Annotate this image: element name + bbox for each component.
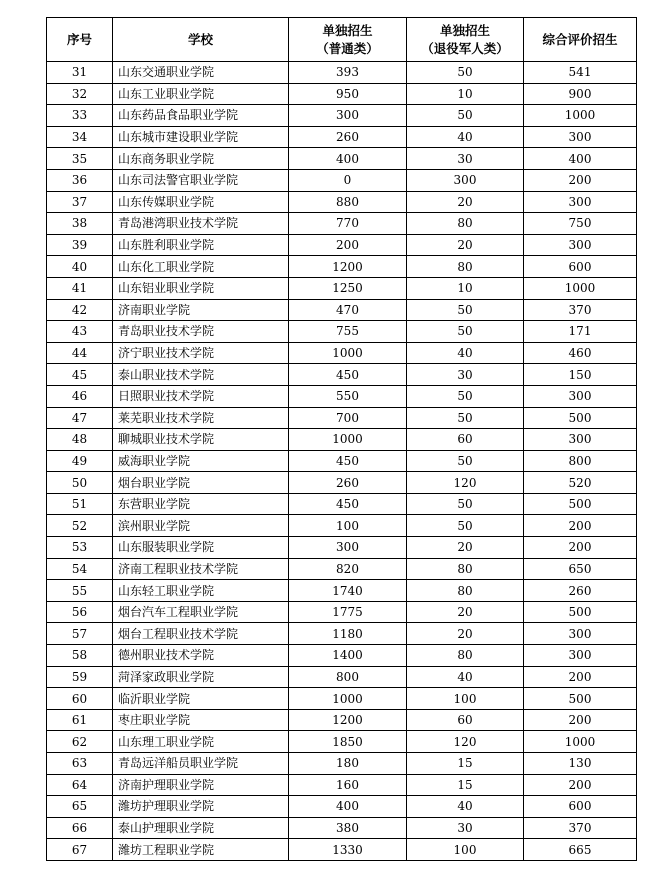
table-row [47,148,637,170]
cell-school: 山东工业职业学院 [113,83,289,105]
cell-comprehensive: 750 [524,213,637,235]
cell-general: 820 [289,558,407,580]
cell-veteran: 20 [407,234,524,256]
cell-school: 日照职业技术学院 [113,385,289,407]
cell-general: 550 [289,385,407,407]
cell-veteran: 10 [407,83,524,105]
cell-comprehensive: 200 [524,666,637,688]
cell-school: 山东化工职业学院 [113,256,289,278]
table-row [47,321,637,343]
table-row [47,753,637,775]
cell-comprehensive: 1000 [524,105,637,127]
cell-no: 54 [47,558,113,580]
cell-comprehensive: 300 [524,623,637,645]
cell-comprehensive: 600 [524,796,637,818]
cell-veteran: 80 [407,256,524,278]
cell-veteran: 50 [407,450,524,472]
cell-no: 56 [47,601,113,623]
cell-school: 聊城职业技术学院 [113,429,289,451]
header-veteran-line1: 单独招生 [439,22,490,38]
table-row [47,191,637,213]
cell-school: 枣庄职业学院 [113,709,289,731]
cell-veteran: 300 [407,169,524,191]
cell-veteran: 20 [407,601,524,623]
table-row [47,774,637,796]
cell-comprehensive: 541 [524,62,637,84]
cell-veteran: 15 [407,753,524,775]
cell-comprehensive: 260 [524,580,637,602]
cell-veteran: 50 [407,299,524,321]
cell-comprehensive: 460 [524,342,637,364]
header-school: 学校 [113,18,289,62]
cell-comprehensive: 800 [524,450,637,472]
cell-comprehensive: 370 [524,299,637,321]
cell-veteran: 40 [407,126,524,148]
cell-school: 青岛港湾职业技术学院 [113,213,289,235]
cell-general: 1000 [289,688,407,710]
cell-veteran: 30 [407,148,524,170]
cell-comprehensive: 300 [524,191,637,213]
header-veteran [407,18,524,62]
cell-no: 42 [47,299,113,321]
cell-comprehensive: 500 [524,688,637,710]
cell-school: 泰山职业技术学院 [113,364,289,386]
cell-veteran: 100 [407,688,524,710]
cell-veteran: 100 [407,839,524,861]
cell-school: 潍坊工程职业学院 [113,839,289,861]
cell-school: 山东交通职业学院 [113,62,289,84]
cell-no: 43 [47,321,113,343]
cell-general: 1180 [289,623,407,645]
cell-no: 33 [47,105,113,127]
cell-no: 39 [47,234,113,256]
cell-veteran: 50 [407,62,524,84]
cell-general: 755 [289,321,407,343]
cell-school: 泰山护理职业学院 [113,817,289,839]
cell-no: 57 [47,623,113,645]
cell-no: 41 [47,277,113,299]
cell-school: 山东商务职业学院 [113,148,289,170]
table-row [47,83,637,105]
cell-veteran: 40 [407,342,524,364]
cell-school: 菏泽家政职业学院 [113,666,289,688]
cell-no: 52 [47,515,113,537]
cell-veteran: 20 [407,537,524,559]
cell-school: 滨州职业学院 [113,515,289,537]
cell-general: 450 [289,450,407,472]
cell-comprehensive: 300 [524,385,637,407]
cell-veteran: 50 [407,385,524,407]
cell-comprehensive: 171 [524,321,637,343]
cell-school: 临沂职业学院 [113,688,289,710]
cell-comprehensive: 300 [524,234,637,256]
cell-comprehensive: 150 [524,364,637,386]
cell-school: 东营职业学院 [113,493,289,515]
cell-no: 37 [47,191,113,213]
cell-school: 潍坊护理职业学院 [113,796,289,818]
cell-comprehensive: 520 [524,472,637,494]
cell-school: 济南护理职业学院 [113,774,289,796]
cell-comprehensive: 200 [524,537,637,559]
cell-school: 莱芜职业技术学院 [113,407,289,429]
table-row [47,277,637,299]
cell-general: 160 [289,774,407,796]
table-row [47,385,637,407]
cell-no: 38 [47,213,113,235]
table-row [47,126,637,148]
cell-school: 烟台职业学院 [113,472,289,494]
cell-no: 67 [47,839,113,861]
cell-no: 59 [47,666,113,688]
cell-general: 180 [289,753,407,775]
table-row [47,450,637,472]
table-row [47,407,637,429]
cell-comprehensive: 300 [524,645,637,667]
cell-general: 1775 [289,601,407,623]
cell-general: 1740 [289,580,407,602]
cell-general: 100 [289,515,407,537]
cell-school: 威海职业学院 [113,450,289,472]
cell-general: 393 [289,62,407,84]
cell-comprehensive: 200 [524,709,637,731]
cell-general: 1200 [289,709,407,731]
cell-general: 200 [289,234,407,256]
enrollment-table [46,17,637,861]
table-row [47,515,637,537]
table-row [47,429,637,451]
cell-general: 260 [289,472,407,494]
cell-veteran: 80 [407,558,524,580]
table-row [47,256,637,278]
cell-school: 山东司法警官职业学院 [113,169,289,191]
cell-veteran: 10 [407,277,524,299]
cell-school: 山东传媒职业学院 [113,191,289,213]
table-row [47,688,637,710]
cell-no: 66 [47,817,113,839]
cell-no: 36 [47,169,113,191]
cell-veteran: 60 [407,429,524,451]
header-veteran-line2: （退役军人类） [421,40,509,56]
table-row [47,472,637,494]
cell-school: 山东轻工职业学院 [113,580,289,602]
cell-general: 1250 [289,277,407,299]
cell-no: 40 [47,256,113,278]
table-row [47,493,637,515]
cell-comprehensive: 130 [524,753,637,775]
cell-no: 31 [47,62,113,84]
cell-no: 64 [47,774,113,796]
cell-general: 950 [289,83,407,105]
cell-no: 63 [47,753,113,775]
cell-general: 0 [289,169,407,191]
cell-general: 1330 [289,839,407,861]
cell-veteran: 50 [407,321,524,343]
table-body [47,62,637,861]
cell-school: 青岛远洋船员职业学院 [113,753,289,775]
cell-school: 烟台汽车工程职业学院 [113,601,289,623]
cell-no: 47 [47,407,113,429]
table-row [47,623,637,645]
cell-veteran: 80 [407,580,524,602]
table-row [47,234,637,256]
cell-comprehensive: 500 [524,407,637,429]
cell-veteran: 40 [407,796,524,818]
cell-general: 1000 [289,342,407,364]
header-no: 序号 [47,18,113,62]
table-row [47,796,637,818]
cell-comprehensive: 500 [524,601,637,623]
cell-veteran: 50 [407,515,524,537]
table-row [47,342,637,364]
cell-veteran: 120 [407,731,524,753]
cell-comprehensive: 200 [524,515,637,537]
table-row [47,645,637,667]
table-row [47,817,637,839]
cell-school: 山东服装职业学院 [113,537,289,559]
cell-school: 山东药品食品职业学院 [113,105,289,127]
cell-general: 700 [289,407,407,429]
cell-no: 44 [47,342,113,364]
header-general-line2: （普通类） [316,40,379,56]
cell-school: 青岛职业技术学院 [113,321,289,343]
table-row [47,537,637,559]
cell-no: 48 [47,429,113,451]
cell-veteran: 20 [407,191,524,213]
cell-comprehensive: 665 [524,839,637,861]
cell-comprehensive: 500 [524,493,637,515]
cell-no: 50 [47,472,113,494]
cell-general: 380 [289,817,407,839]
cell-comprehensive: 1000 [524,731,637,753]
cell-general: 450 [289,364,407,386]
cell-veteran: 80 [407,213,524,235]
table-header [47,18,637,62]
cell-general: 450 [289,493,407,515]
header-comprehensive: 综合评价招生 [524,18,637,62]
table-row [47,731,637,753]
cell-comprehensive: 600 [524,256,637,278]
table-row [47,299,637,321]
cell-school: 烟台工程职业技术学院 [113,623,289,645]
cell-school: 山东城市建设职业学院 [113,126,289,148]
cell-general: 300 [289,105,407,127]
cell-no: 46 [47,385,113,407]
cell-veteran: 50 [407,407,524,429]
cell-veteran: 50 [407,105,524,127]
cell-school: 山东铝业职业学院 [113,277,289,299]
cell-no: 58 [47,645,113,667]
cell-general: 400 [289,148,407,170]
cell-no: 65 [47,796,113,818]
cell-school: 德州职业技术学院 [113,645,289,667]
table-row [47,666,637,688]
cell-no: 55 [47,580,113,602]
cell-comprehensive: 200 [524,169,637,191]
cell-veteran: 120 [407,472,524,494]
header-general [289,18,407,62]
cell-no: 35 [47,148,113,170]
table-row [47,601,637,623]
cell-comprehensive: 900 [524,83,637,105]
cell-no: 61 [47,709,113,731]
cell-no: 45 [47,364,113,386]
cell-general: 770 [289,213,407,235]
cell-veteran: 80 [407,645,524,667]
cell-comprehensive: 1000 [524,277,637,299]
cell-veteran: 30 [407,364,524,386]
cell-general: 880 [289,191,407,213]
cell-comprehensive: 200 [524,774,637,796]
table-row [47,169,637,191]
cell-no: 62 [47,731,113,753]
cell-veteran: 15 [407,774,524,796]
table-row [47,364,637,386]
cell-comprehensive: 370 [524,817,637,839]
cell-general: 470 [289,299,407,321]
cell-general: 800 [289,666,407,688]
cell-general: 1000 [289,429,407,451]
cell-comprehensive: 400 [524,148,637,170]
cell-general: 1200 [289,256,407,278]
cell-veteran: 20 [407,623,524,645]
cell-veteran: 60 [407,709,524,731]
cell-comprehensive: 650 [524,558,637,580]
cell-school: 济南工程职业技术学院 [113,558,289,580]
cell-no: 34 [47,126,113,148]
cell-school: 山东胜利职业学院 [113,234,289,256]
cell-comprehensive: 300 [524,126,637,148]
table-row [47,580,637,602]
cell-no: 32 [47,83,113,105]
cell-no: 49 [47,450,113,472]
cell-no: 60 [47,688,113,710]
table-row [47,558,637,580]
cell-school: 山东理工职业学院 [113,731,289,753]
cell-general: 400 [289,796,407,818]
cell-no: 51 [47,493,113,515]
header-row [47,18,637,62]
cell-school: 济南职业学院 [113,299,289,321]
cell-general: 260 [289,126,407,148]
cell-general: 1850 [289,731,407,753]
cell-veteran: 40 [407,666,524,688]
cell-general: 1400 [289,645,407,667]
table-row [47,213,637,235]
table-row [47,62,637,84]
table-row [47,839,637,861]
cell-veteran: 50 [407,493,524,515]
table-row [47,105,637,127]
cell-no: 53 [47,537,113,559]
cell-comprehensive: 300 [524,429,637,451]
table-row [47,709,637,731]
cell-veteran: 30 [407,817,524,839]
header-general-line1: 单独招生 [322,22,373,38]
cell-general: 300 [289,537,407,559]
cell-school: 济宁职业技术学院 [113,342,289,364]
